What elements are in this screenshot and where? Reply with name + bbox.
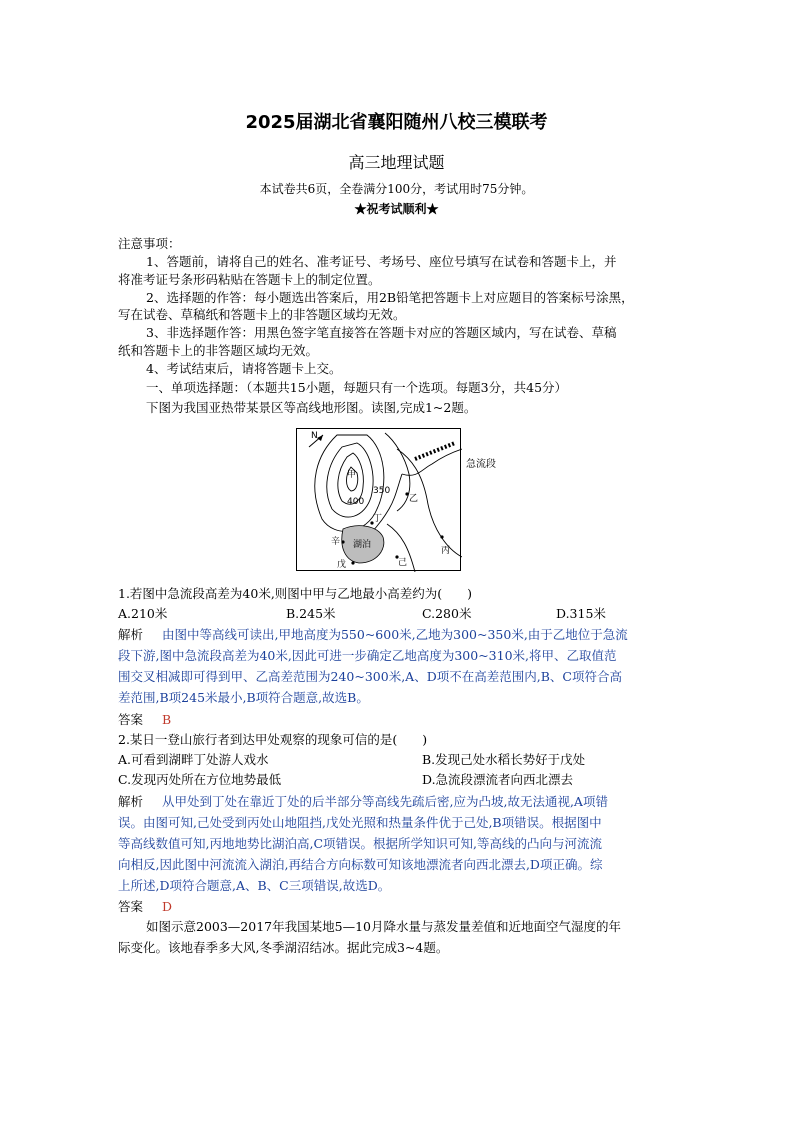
river-lower xyxy=(369,474,402,535)
exam-info: 本试卷共6页，全卷满分100分，考试用时75分钟。 xyxy=(259,182,534,196)
page-title: 2025届湖北省襄阳随州八校三模联考 xyxy=(245,112,548,133)
q2-analysis-label: 解析 xyxy=(118,794,144,809)
point-bing xyxy=(440,535,443,538)
label-ji: 己 xyxy=(398,558,408,568)
q1-option-b: B.245米 xyxy=(286,606,336,621)
label-xin: 辛 xyxy=(331,537,341,547)
note-1: 1、答题前，请将自己的姓名、准考证号、考场号、座位号填写在试卷和答题卡上，并 xyxy=(146,254,617,269)
q2-option-c: C.发现丙处所在方位地势最低 xyxy=(118,772,282,787)
q2-answer: D xyxy=(162,899,173,914)
label-bing: 丙 xyxy=(441,546,451,556)
contour-map xyxy=(296,428,461,571)
notes-heading: 注意事项： xyxy=(118,236,181,251)
note-3: 3、非选择题作答：用黑色签字笔直接答在答题卡对应的答题区域内，写在试卷、草稿 xyxy=(146,325,617,340)
label-lake: 湖泊 xyxy=(353,540,372,550)
contour-map-drawing xyxy=(297,429,462,572)
note-2-cont: 写在试卷、草稿纸和答题卡上的非答题区域均无效。 xyxy=(118,307,406,322)
north-arrow-head xyxy=(317,435,323,441)
q1-analysis-line: 差范围,B项245米最小,B项符合题意,故选B。 xyxy=(118,690,369,705)
section-intro: 下图为我国亚热带某景区等高线地形图。读图,完成1~2题。 xyxy=(146,400,477,415)
q2-answer-label: 答案 xyxy=(118,899,144,914)
q2-option-b: B.发现己处水稻长势好于戊处 xyxy=(422,752,586,767)
q34-intro-cont: 际变化。该地春季多大风,冬季湖沼结冰。据此完成3~4题。 xyxy=(118,940,449,955)
q2-option-a: A.可看到湖畔丁处游人戏水 xyxy=(118,752,269,767)
exam-wish: ★祝考试顺利★ xyxy=(354,202,439,216)
q1-analysis-label: 解析 xyxy=(118,627,144,642)
label-yi: 乙 xyxy=(409,494,419,504)
q1-answer-label: 答案 xyxy=(118,712,144,727)
label-ding: 丁 xyxy=(373,514,383,524)
q1-option-a: A.210米 xyxy=(118,606,168,621)
note-4: 4、考试结束后，请将答题卡上交。 xyxy=(146,361,342,376)
note-1-cont: 将准考证号条形码粘贴在答题卡上的制定位置。 xyxy=(118,272,381,287)
q1-analysis-line: 由图中等高线可读出,甲地高度为550~600米,乙地为300~350米,由于乙地位于急流 xyxy=(162,627,628,642)
q2-analysis-line: 上所述,D项符合题意,A、B、C三项错误,故选D。 xyxy=(118,878,391,893)
label-rapids: 急流段 xyxy=(466,459,496,470)
q1-option-d: D.315米 xyxy=(556,606,606,621)
contour-ridge xyxy=(385,433,410,511)
q1-option-c: C.280米 xyxy=(422,606,472,621)
q2-stem: 2.某日一登山旅行者到达甲处观察的现象可信的是( ) xyxy=(118,732,428,747)
point-wu xyxy=(351,561,354,564)
q34-intro: 如图示意2003—2017年我国某地5—10月降水量与蒸发量差值和近地面空气湿度的年 xyxy=(146,919,621,934)
label-wu: 戊 xyxy=(337,560,347,570)
point-xin xyxy=(341,540,344,543)
q2-analysis-line: 从甲处到丁处在靠近丁处的后半部分等高线先疏后密,应为凸坡,故无法通视,A项错 xyxy=(162,794,608,809)
north-label: N xyxy=(311,431,318,441)
q2-analysis-line: 向相反,因此图中河流流入湖泊,再结合方向标数可知该地漂流者向西北漂去,D项正确。综 xyxy=(118,857,603,872)
note-3-cont: 纸和答题卡上的非答题区域均无效。 xyxy=(118,343,319,358)
q2-analysis-line: 等高线数值可知,丙地地势比湖泊高,C项错误。根据所学知识可知,等高线的凸向与河流流 xyxy=(118,836,602,851)
contour-label-400: 400 xyxy=(347,497,365,507)
page-subtitle: 高三地理试题 xyxy=(348,153,445,172)
contour-label-350: 350 xyxy=(373,486,391,496)
q1-analysis-line: 围交叉相减即可得到甲、乙高差范围为240~300米,A、D项不在高差范围内,B、C项符合高 xyxy=(118,669,622,684)
rapids-segment xyxy=(415,443,455,459)
q2-analysis-line: 误。由图可知,己处受到丙处山地阻挡,戊处光照和热量条件优于己处,B项错误。根据图中 xyxy=(118,815,602,830)
q1-stem: 1.若图中急流段高差为40米,则图中甲与乙地最小高差约为( ) xyxy=(118,586,473,601)
label-jia: 甲 xyxy=(347,470,357,480)
section-heading: 一、单项选择题：（本题共15小题，每题只有一个选项。每题3分，共45分） xyxy=(146,380,568,395)
q1-analysis-line: 段下游,图中急流段高差为40米,因此可进一步确定乙地高度为300~310米,将甲、乙取值范 xyxy=(118,648,617,663)
q2-option-d: D.急流段漂流者向西北漂去 xyxy=(422,772,574,787)
note-2: 2、选择题的作答：每小题选出答案后，用2B铅笔把答题卡上对应题目的答案标号涂黑， xyxy=(146,290,634,305)
q1-answer: B xyxy=(162,712,172,727)
